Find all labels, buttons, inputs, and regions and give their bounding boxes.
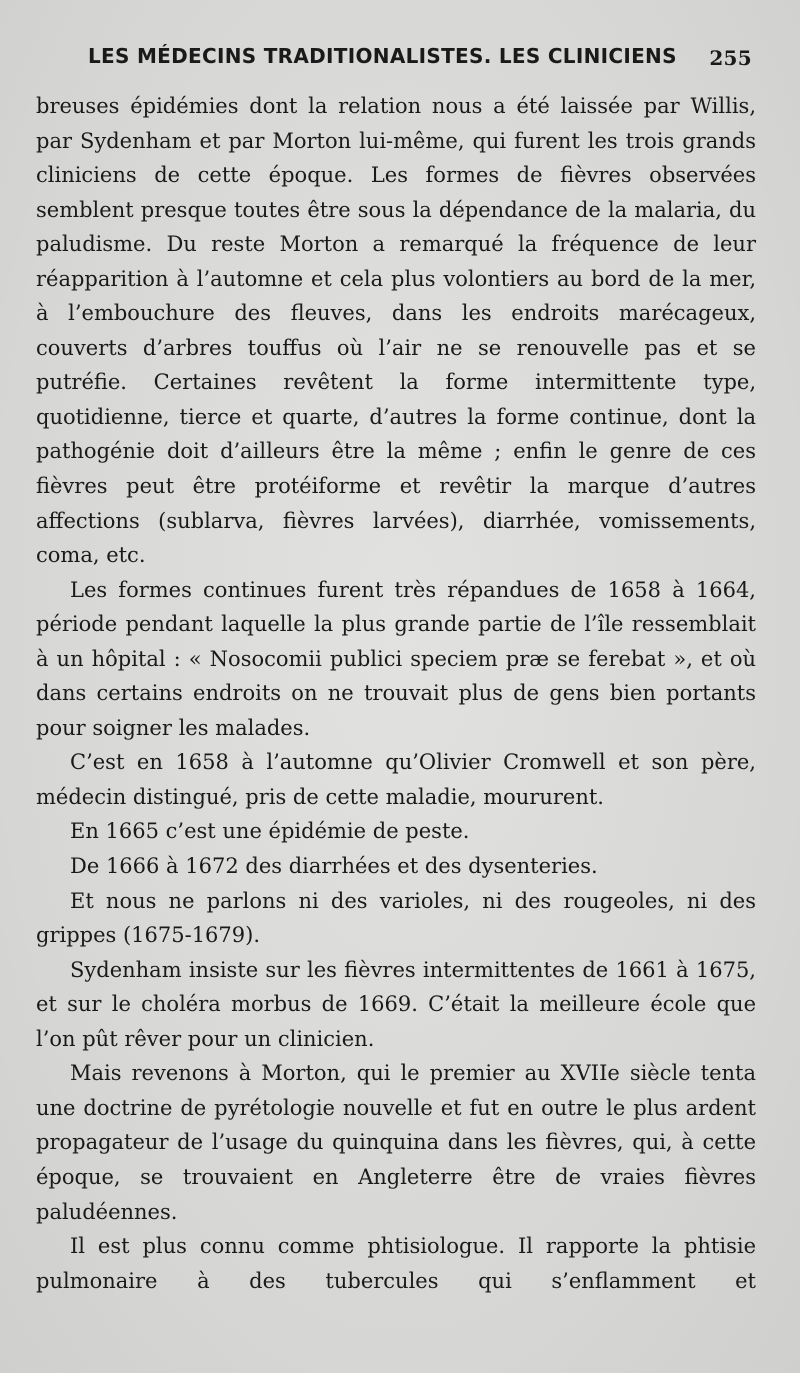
- body-text: [36, 89, 756, 1298]
- page-number: 255: [709, 46, 752, 70]
- paragraph: Et nous ne parlons ni des varioles, ni des rougeoles, ni des grippes (1675-1679).: [36, 888, 756, 948]
- running-head: [88, 38, 770, 74]
- paragraph: C’est en 1658 à l’automne qu’Olivier Cromwell et son père, médecin distingué, pris de cette maladie, moururent.: [36, 750, 756, 809]
- paragraph: Mais revenons à Morton, qui le premier au XVIIe siècle tenta une doctrine de pyrétologie nouvelle et fut en outre le plus ardent propagateur de l’usage du quinquina dans les fièvres, qui, à cette époque, se trouvaient en Angleterre être de vraies fièvres paludéennes.: [36, 1061, 756, 1224]
- paragraph: Sydenham insiste sur les fièvres intermittentes de 1661 à 1675, et sur le choléra morbus de 1669. C’était la meilleure école que l’on pût rêver pour un clinicien.: [36, 957, 756, 1051]
- paragraph: De 1666 à 1672 des diarrhées et des dysenteries.: [70, 854, 598, 879]
- paragraph: breuses épidémies dont la relation nous a été laissée par Willis, par Sydenham et par Morton lui-même, qui furent les trois grands cliniciens de cette époque. Les formes de fièvres observées semblent presque toutes être sous la dépendance de la malaria, du paludisme. Du reste Morton a remarqué la fréquence de leur réapparition à l’automne et cela plus volontiers au bord de la mer, à l’embouchure des fleuves, dans les endroits marécageux, couverts d’arbres touffus où l’air ne se renouvelle pas et se putréfie. Certaines revêtent la forme intermittente type, quotidienne, tierce et quarte, d’autres la forme continue, dont la pathogénie doit d’ailleurs être la même ; enfin le genre de ces fièvres peut être protéiforme et revêtir la marque d’autres affections (sublarva, fièvres larvées), diarrhée, vomissements, coma, etc.: [36, 94, 756, 568]
- running-title: LES MÉDECINS TRADITIONALISTES. LES CLINICIENS: [88, 44, 677, 68]
- paragraph: En 1665 c’est une épidémie de peste.: [70, 819, 470, 844]
- paragraph: Les formes continues furent très répandues de 1658 à 1664, période pendant laquelle la plus grande partie de l’île ressemblait à un hôpital : « Nosocomii publici speciem præ se ferebat », et où dans certains endroits on ne trouvait plus de gens bien portants pour soigner les malades.: [36, 577, 756, 740]
- paragraph: Il est plus connu comme phtisiologue. Il rapporte la phtisie pulmonaire à des tubercules qui s’enflamment et: [36, 1234, 756, 1293]
